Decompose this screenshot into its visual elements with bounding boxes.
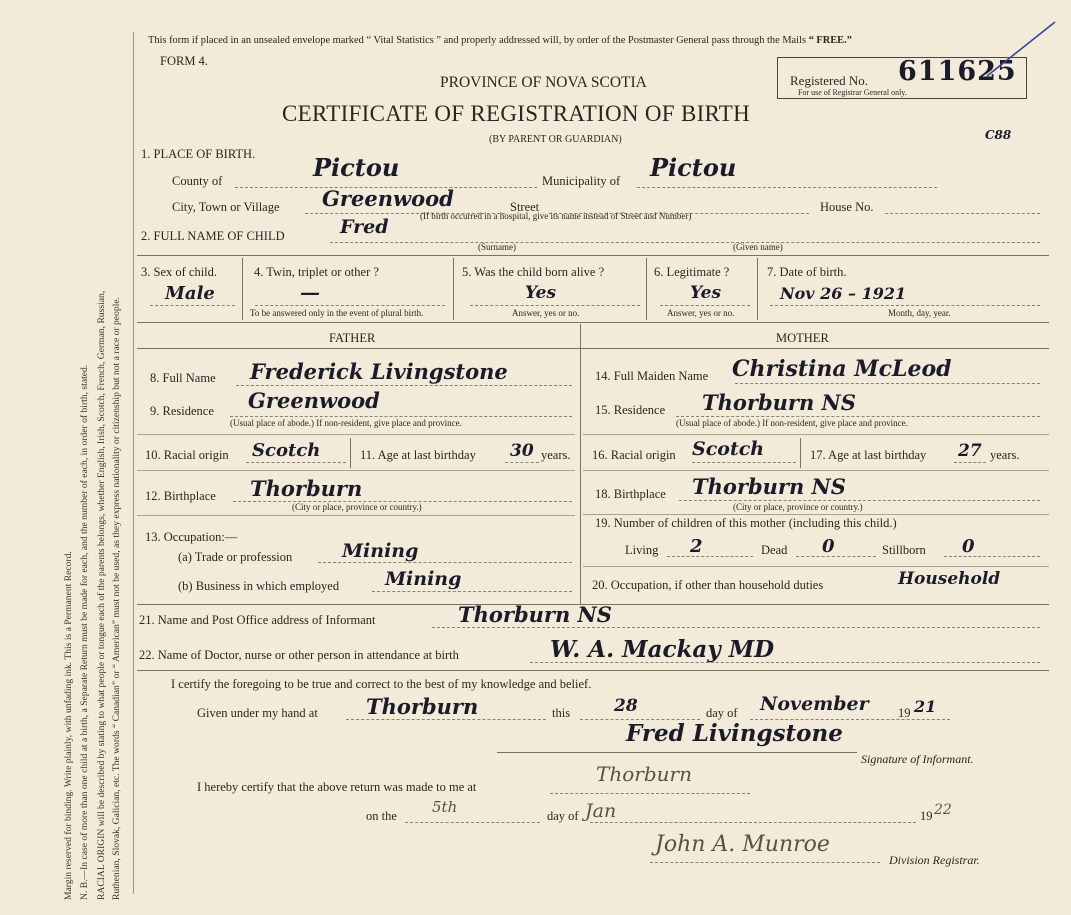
legitimate-note: Answer, yes or no.	[667, 308, 735, 318]
province-heading: PROVINCE OF NOVA SCOTIA	[440, 74, 647, 91]
postal-notice: This form if placed in an unsealed envelope marked “ Vital Statistics ” and properly addressed will, by order of the Postmaster General pass through the Mails “ FREE.”	[148, 35, 852, 46]
twin-note: To be answered only in the event of plural birth.	[250, 308, 424, 318]
father-residence-note: (Usual place of abode.) If non-resident, give place and province.	[230, 418, 462, 428]
certification-statement: I certify the foregoing to be true and correct to the best of my knowledge and belief.	[171, 677, 592, 691]
mother-residence-note: (Usual place of abode.) If non-resident, give place and province.	[676, 418, 908, 428]
city-value: Greenwood	[322, 186, 454, 211]
registrar-day: 5th	[432, 798, 458, 816]
this-label: this	[552, 706, 571, 720]
father-occupation-label: 13. Occupation:—	[145, 530, 238, 544]
registrar-signature: John A. Munroe	[655, 832, 830, 857]
informant-signature-caption: Signature of Informant.	[861, 752, 974, 766]
sex-value: Male	[165, 283, 215, 304]
father-trade-label: (a) Trade or profession	[178, 550, 293, 564]
registrar-year-suffix: 22	[934, 802, 952, 818]
margin-border	[133, 32, 134, 894]
registrar-year-prefix: 19	[920, 809, 933, 823]
stillborn-label: Stillborn	[882, 543, 926, 557]
dead-value: 0	[822, 536, 835, 557]
certification-year-prefix: 19	[898, 706, 911, 720]
certification-month: November	[760, 693, 869, 715]
certificate-subtitle: (BY PARENT OR GUARDIAN)	[489, 134, 622, 145]
margin-nb-note: N. B.—In case of more than one child at a birth, a Separate Return must be made for each, and the number of each, in order of birth, stated.	[79, 364, 90, 900]
house-number-label: House No.	[820, 200, 874, 214]
registrar-caption: Division Registrar.	[889, 853, 980, 867]
mother-residence-label: 15. Residence	[595, 403, 666, 417]
mother-racial-origin-label: 16. Racial origin	[592, 448, 676, 462]
sex-label: 3. Sex of child.	[141, 265, 218, 279]
informant-signature: Fred Livingstone	[626, 720, 843, 747]
certification-year-suffix: 21	[914, 697, 937, 716]
registrar-place: Thorburn	[596, 762, 692, 786]
twin-value: —	[300, 280, 320, 304]
mother-name-value: Christina McLeod	[732, 356, 952, 382]
registration-stamp-mark: C88	[985, 128, 1012, 142]
street-label: Street	[510, 200, 540, 214]
certification-day: 28	[614, 696, 638, 716]
mother-racial-origin-value: Scotch	[692, 438, 765, 460]
registrar-statement: I hereby certify that the above return was made to me at	[197, 780, 477, 794]
registrar-day-of-label: day of	[547, 809, 579, 823]
living-value: 2	[690, 536, 703, 557]
father-racial-origin-label: 10. Racial origin	[145, 448, 229, 462]
informant-label: 21. Name and Post Office address of Informant	[139, 613, 376, 627]
margin-racial-note-2: Ruthenian, Slovak, Galician, etc. The words “ Canadian” or “ American” must not be used, as they express nationality or citizenship but not a race or people.	[111, 297, 122, 900]
on-the-label: on the	[366, 809, 397, 823]
father-residence-label: 9. Residence	[150, 404, 214, 418]
born-alive-value: Yes	[525, 283, 557, 303]
father-birthplace-note: (City or place, province or country.)	[292, 502, 422, 512]
registered-no-label: Registered No.	[790, 73, 868, 88]
father-age-years: years.	[541, 448, 571, 462]
registration-number: 611625	[898, 56, 1017, 87]
margin-racial-note-1: RACIAL ORIGIN will be described by stating to what people or tongue each of the parents belongs, whether English, Irish, Scotch, French, German, Russian,	[96, 290, 107, 900]
mother-birthplace-note: (City or place, province or country.)	[733, 502, 863, 512]
mother-residence-value: Thorburn NS	[702, 390, 856, 415]
certificate-title: CERTIFICATE OF REGISTRATION OF BIRTH	[282, 101, 751, 126]
place-of-birth-heading: 1. PLACE OF BIRTH.	[141, 147, 256, 161]
born-alive-note: Answer, yes or no.	[512, 308, 580, 318]
father-heading: FATHER	[329, 331, 376, 345]
mother-birthplace-label: 18. Birthplace	[595, 487, 666, 501]
date-of-birth-value: Nov 26 – 1921	[780, 284, 907, 303]
father-trade-value: Mining	[342, 540, 419, 562]
born-alive-label: 5. Was the child born alive ?	[462, 265, 605, 279]
day-of-label: day of	[706, 706, 738, 720]
father-age-label: 11. Age at last birthday	[360, 448, 476, 462]
father-name-value: Frederick Livingstone	[250, 359, 508, 384]
certification-place: Thorburn	[366, 694, 479, 719]
county-value: Pictou	[313, 153, 400, 182]
father-birthplace-label: 12. Birthplace	[145, 489, 216, 503]
registrar-general-note: For use of Registrar General only.	[798, 88, 907, 97]
child-name-label: 2. FULL NAME OF CHILD	[141, 229, 285, 243]
municipality-label: Municipality of	[542, 174, 621, 188]
father-name-label: 8. Full Name	[150, 371, 216, 385]
mother-age-value: 27	[958, 441, 982, 461]
father-age-value: 30	[510, 441, 534, 461]
father-racial-origin-value: Scotch	[252, 440, 321, 461]
form-number: FORM 4.	[160, 54, 208, 68]
mother-name-label: 14. Full Maiden Name	[595, 369, 709, 383]
doctor-label: 22. Name of Doctor, nurse or other person in attendance at birth	[139, 648, 459, 662]
dead-label: Dead	[761, 543, 788, 557]
margin-notes	[55, 20, 135, 900]
mother-occupation-value: Household	[898, 569, 1001, 589]
mother-children-label: 19. Number of children of this mother (including this child.)	[595, 516, 897, 530]
date-of-birth-label: 7. Date of birth.	[767, 265, 847, 279]
date-of-birth-note: Month, day, year.	[888, 308, 951, 318]
given-name-caption: (Given name)	[733, 242, 783, 252]
living-label: Living	[625, 543, 659, 557]
pen-stroke-icon	[985, 18, 1060, 78]
twin-label: 4. Twin, triplet or other ?	[254, 265, 379, 279]
county-label: County of	[172, 174, 223, 188]
registrar-month: Jan	[585, 800, 617, 822]
father-business-value: Mining	[385, 568, 462, 590]
stillborn-value: 0	[962, 536, 975, 557]
given-under-label: Given under my hand at	[197, 706, 318, 720]
legitimate-value: Yes	[690, 283, 722, 303]
municipality-value: Pictou	[650, 153, 737, 182]
mother-age-years: years.	[990, 448, 1020, 462]
father-business-label: (b) Business in which employed	[178, 579, 340, 593]
hospital-note: (If birth occurred in a hospital, give its name instead of Street and Number)	[420, 211, 692, 221]
margin-binding-note: Margin reserved for binding. Write plainly, with unfading ink. This is a Permanent Record.	[63, 551, 74, 900]
father-residence-value: Greenwood	[248, 388, 380, 413]
mother-birthplace-value: Thorburn NS	[692, 474, 846, 499]
mother-heading: MOTHER	[776, 331, 829, 345]
doctor-value: W. A. Mackay MD	[550, 636, 775, 663]
mother-occupation-label: 20. Occupation, if other than household duties	[592, 578, 824, 592]
informant-value: Thorburn NS	[458, 602, 612, 627]
legitimate-label: 6. Legitimate ?	[654, 265, 730, 279]
surname-caption: (Surname)	[478, 242, 516, 252]
child-given-name: Fred	[340, 216, 389, 238]
father-birthplace-value: Thorburn	[250, 476, 363, 501]
city-label: City, Town or Village	[172, 200, 280, 214]
mother-age-label: 17. Age at last birthday	[810, 448, 927, 462]
